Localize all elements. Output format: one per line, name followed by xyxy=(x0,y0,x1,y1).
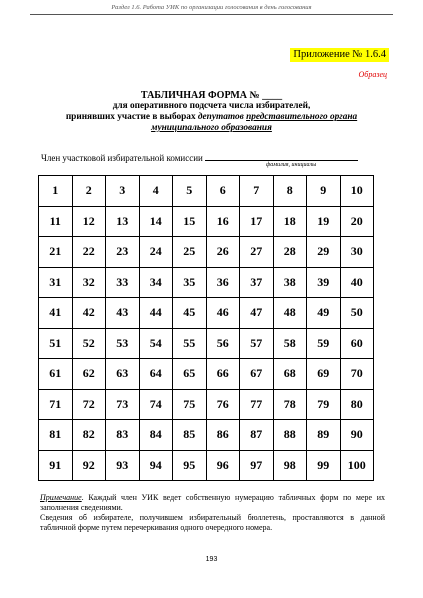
grid-row xyxy=(39,389,374,420)
grid-cell[interactable]: 76 xyxy=(206,389,240,420)
grid-row xyxy=(39,450,374,481)
member-label: Член участковой избирательной комиссии xyxy=(41,153,203,163)
grid-cell[interactable]: 49 xyxy=(307,298,341,329)
appendix-label: Приложение № 1.6.4 xyxy=(290,48,389,62)
grid-cell[interactable]: 59 xyxy=(307,328,341,359)
grid-cell[interactable]: 36 xyxy=(206,267,240,298)
grid-cell[interactable]: 90 xyxy=(340,420,374,451)
grid-cell[interactable]: 42 xyxy=(72,298,106,329)
grid-cell[interactable]: 73 xyxy=(106,389,140,420)
grid-cell[interactable]: 87 xyxy=(240,420,274,451)
grid-cell[interactable]: 1 xyxy=(39,176,73,207)
grid-cell[interactable]: 75 xyxy=(173,389,207,420)
grid-cell[interactable]: 17 xyxy=(240,206,274,237)
grid-cell[interactable]: 10 xyxy=(340,176,374,207)
grid-cell[interactable]: 43 xyxy=(106,298,140,329)
sample-label: Образец xyxy=(358,70,387,79)
grid-row xyxy=(39,420,374,451)
grid-cell[interactable]: 37 xyxy=(240,267,274,298)
grid-cell[interactable]: 7 xyxy=(240,176,274,207)
grid-cell[interactable]: 6 xyxy=(206,176,240,207)
note-text-1: . Каждый член УИК ведет собственную нумерацию табличных форм по мере их заполнения сведениями. xyxy=(40,493,385,512)
title-line-2: для оперативного подсчета числа избирателей, xyxy=(112,101,311,111)
grid-cell[interactable]: 65 xyxy=(173,359,207,390)
grid-cell[interactable]: 58 xyxy=(273,328,307,359)
grid-cell[interactable]: 4 xyxy=(139,176,173,207)
grid-cell[interactable]: 92 xyxy=(72,450,106,481)
grid-cell[interactable]: 72 xyxy=(72,389,106,420)
note-paragraph-1 xyxy=(40,493,385,513)
grid-cell[interactable]: 93 xyxy=(106,450,140,481)
title-line-3 xyxy=(35,112,388,123)
grid-cell[interactable]: 20 xyxy=(340,206,374,237)
grid-row xyxy=(39,206,374,237)
grid-row xyxy=(39,359,374,390)
grid-cell[interactable]: 60 xyxy=(340,328,374,359)
grid-cell[interactable]: 95 xyxy=(173,450,207,481)
grid-cell[interactable]: 41 xyxy=(39,298,73,329)
grid-cell[interactable]: 45 xyxy=(173,298,207,329)
grid-cell[interactable]: 21 xyxy=(39,237,73,268)
grid-cell[interactable]: 97 xyxy=(240,450,274,481)
grid-cell[interactable]: 16 xyxy=(206,206,240,237)
grid-cell[interactable]: 98 xyxy=(273,450,307,481)
grid-cell[interactable]: 30 xyxy=(340,237,374,268)
grid-row xyxy=(39,176,374,207)
title-line-3-italic: депутатов xyxy=(197,112,247,122)
title-line-1: ТАБЛИЧНАЯ ФОРМА № ____ xyxy=(140,90,283,101)
grid-cell[interactable]: 74 xyxy=(139,389,173,420)
grid-cell[interactable]: 82 xyxy=(72,420,106,451)
grid-cell[interactable]: 85 xyxy=(173,420,207,451)
grid-cell[interactable]: 56 xyxy=(206,328,240,359)
member-signature-line[interactable] xyxy=(205,152,358,161)
grid-cell[interactable]: 29 xyxy=(307,237,341,268)
grid-cell[interactable]: 78 xyxy=(273,389,307,420)
grid-cell[interactable]: 66 xyxy=(206,359,240,390)
grid-cell[interactable]: 24 xyxy=(139,237,173,268)
member-caption: фамилия, инициалы xyxy=(266,162,317,168)
grid-cell[interactable]: 94 xyxy=(139,450,173,481)
note xyxy=(40,493,385,533)
grid-cell[interactable]: 39 xyxy=(307,267,341,298)
grid-cell[interactable]: 86 xyxy=(206,420,240,451)
grid-cell[interactable]: 26 xyxy=(206,237,240,268)
page-number: 193 xyxy=(205,556,218,563)
grid-cell[interactable]: 19 xyxy=(307,206,341,237)
grid-cell[interactable]: 52 xyxy=(72,328,106,359)
grid-cell[interactable]: 28 xyxy=(273,237,307,268)
grid-cell[interactable]: 11 xyxy=(39,206,73,237)
grid-cell[interactable]: 3 xyxy=(106,176,140,207)
grid-cell[interactable]: 64 xyxy=(139,359,173,390)
grid-cell[interactable]: 89 xyxy=(307,420,341,451)
grid-cell[interactable]: 18 xyxy=(273,206,307,237)
grid-cell[interactable]: 13 xyxy=(106,206,140,237)
grid-cell[interactable]: 25 xyxy=(173,237,207,268)
grid-row xyxy=(39,298,374,329)
grid-cell[interactable]: 84 xyxy=(139,420,173,451)
grid-cell[interactable]: 34 xyxy=(139,267,173,298)
grid-cell[interactable]: 44 xyxy=(139,298,173,329)
running-header: Раздел 1.6. Работа УИК по организации голосования в день голосования xyxy=(30,4,393,15)
grid-row xyxy=(39,237,374,268)
title-line-3-underlined: представительного органа xyxy=(246,112,358,122)
grid-cell[interactable]: 55 xyxy=(173,328,207,359)
note-paragraph-2: Сведения об избирателе, получившем избирательный бюллетень, проставляются в данной табличной форме путем перечеркивания одного очередного номера. xyxy=(40,513,385,532)
grid-cell[interactable]: 100 xyxy=(340,450,374,481)
grid-cell[interactable]: 46 xyxy=(206,298,240,329)
grid-cell[interactable]: 38 xyxy=(273,267,307,298)
note-lead: Примечание xyxy=(40,493,82,502)
grid-cell[interactable]: 31 xyxy=(39,267,73,298)
grid-cell[interactable]: 79 xyxy=(307,389,341,420)
grid-cell[interactable]: 63 xyxy=(106,359,140,390)
grid-cell[interactable]: 32 xyxy=(72,267,106,298)
grid-cell[interactable]: 9 xyxy=(307,176,341,207)
grid-row xyxy=(39,267,374,298)
grid-cell[interactable]: 57 xyxy=(240,328,274,359)
grid-cell[interactable]: 50 xyxy=(340,298,374,329)
grid-cell[interactable]: 80 xyxy=(340,389,374,420)
grid-cell[interactable]: 68 xyxy=(273,359,307,390)
grid-cell[interactable]: 51 xyxy=(39,328,73,359)
grid-cell[interactable]: 62 xyxy=(72,359,106,390)
grid-cell[interactable]: 69 xyxy=(307,359,341,390)
grid-cell[interactable]: 47 xyxy=(240,298,274,329)
grid-cell[interactable]: 35 xyxy=(173,267,207,298)
grid-cell[interactable]: 40 xyxy=(340,267,374,298)
grid-cell[interactable]: 91 xyxy=(39,450,73,481)
grid-cell[interactable]: 61 xyxy=(39,359,73,390)
grid-cell[interactable]: 67 xyxy=(240,359,274,390)
grid-cell[interactable]: 48 xyxy=(273,298,307,329)
grid-cell[interactable]: 33 xyxy=(106,267,140,298)
grid-cell[interactable]: 83 xyxy=(106,420,140,451)
grid-cell[interactable]: 23 xyxy=(106,237,140,268)
grid-cell[interactable]: 8 xyxy=(273,176,307,207)
grid-cell[interactable]: 22 xyxy=(72,237,106,268)
title-line-3-start: принявших участие в выборах xyxy=(65,112,198,122)
grid-cell[interactable]: 14 xyxy=(139,206,173,237)
grid-cell[interactable]: 96 xyxy=(206,450,240,481)
grid-cell[interactable]: 27 xyxy=(240,237,274,268)
title-line-4: муниципального образования xyxy=(151,123,272,133)
grid-cell[interactable]: 77 xyxy=(240,389,274,420)
grid-cell[interactable]: 5 xyxy=(173,176,207,207)
grid-cell[interactable]: 53 xyxy=(106,328,140,359)
grid-cell[interactable]: 88 xyxy=(273,420,307,451)
grid-cell[interactable]: 99 xyxy=(307,450,341,481)
grid-cell[interactable]: 71 xyxy=(39,389,73,420)
grid-cell[interactable]: 70 xyxy=(340,359,374,390)
grid-cell[interactable]: 81 xyxy=(39,420,73,451)
tally-grid xyxy=(38,175,374,481)
grid-cell[interactable]: 2 xyxy=(72,176,106,207)
grid-cell[interactable]: 15 xyxy=(173,206,207,237)
grid-row xyxy=(39,328,374,359)
grid-cell[interactable]: 12 xyxy=(72,206,106,237)
form-title xyxy=(35,90,388,134)
grid-cell[interactable]: 54 xyxy=(139,328,173,359)
